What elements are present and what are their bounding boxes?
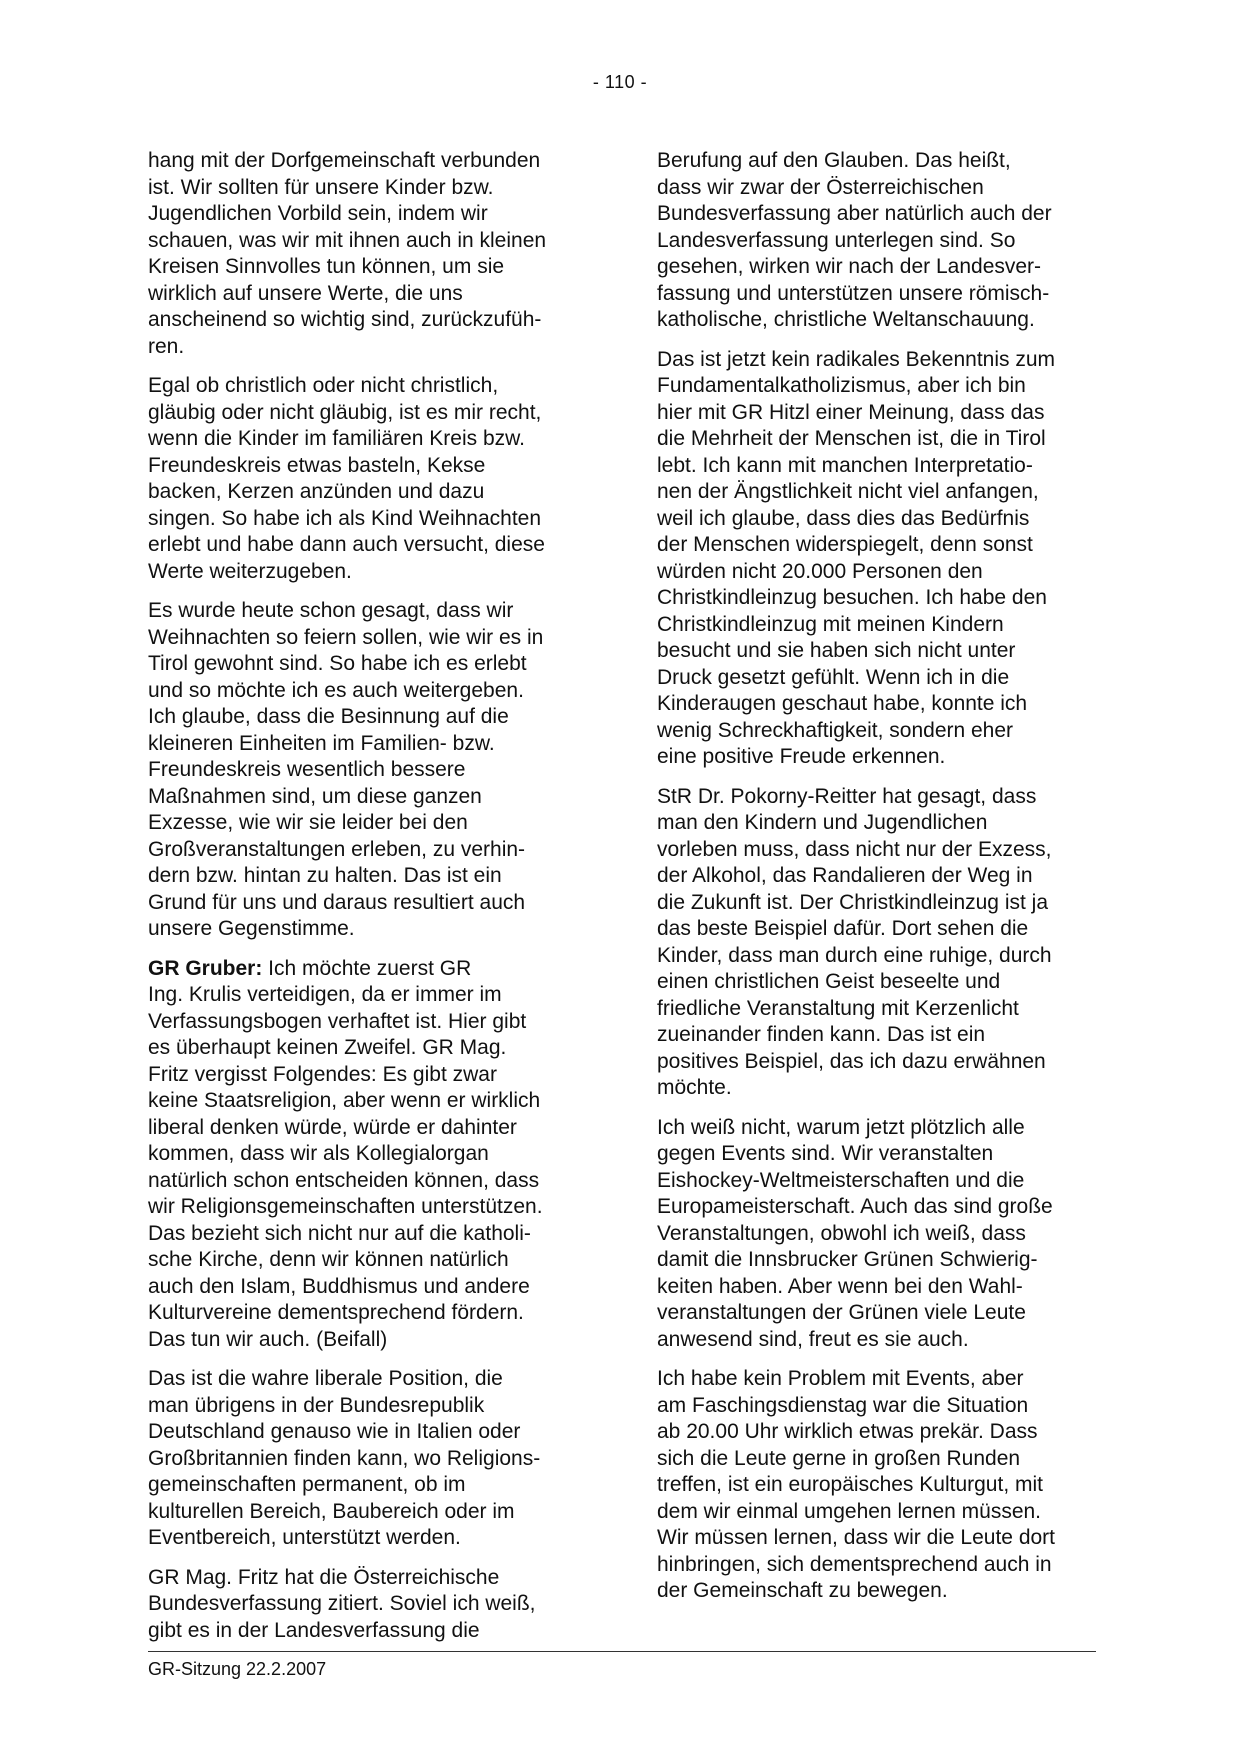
page-number: - 110 - <box>592 72 648 92</box>
speaker-name: GR Gruber: <box>148 956 263 980</box>
paragraph: GR Mag. Fritz hat die Österreichische Bundesverfassung zitiert. Soviel ich weiß, gibt es in der Landesverfassung die <box>148 1565 536 1642</box>
paragraph: Das ist jetzt kein radikales Bekenntnis zum Fundamentalkatholizismus, aber ich bin hier mit GR Hitzl einer Meinung, dass das die Mehrheit der Menschen ist, die in Tirol lebt. Ich kann mit manchen Interpretatio- nen der Ängstlichkeit nicht viel anfangen, weil ich glaube, dass dies das Bedürfnis der Menschen widerspiegelt, denn sonst würden nicht 20.000 Personen den Christkindleinzug besuchen. Ich habe den Christkindleinzug mit meinen Kindern besucht und sie haben sich nicht unter Druck gesetzt gefühlt. Wenn ich in die Kinderaugen geschaut habe, konnte ich wenig Schreckhaftigkeit, sondern eher eine positive Freude erkennen. <box>657 347 1056 768</box>
paragraph: Egal ob christlich oder nicht christlich, gläubig oder nicht gläubig, ist es mir recht, wenn die Kinder im familiären Kreis bzw. Freundeskreis etwas basteln, Kekse backen, Kerzen anzünden und dazu singen. So habe ich als Kind Weihnachten erlebt und habe dann auch versucht, diese Werte weiterzugeben. <box>148 374 545 583</box>
speech-paragraph <box>148 956 594 1354</box>
paragraph: StR Dr. Pokorny-Reitter hat gesagt, dass man den Kindern und Jugendlichen vorleben muss, dass nicht nur der Exzess, der Alkohol, das Randalieren der Weg in die Zukunft ist. Der Christkindleinzug ist ja das beste Beispiel dafür. Dort sehen die Kinder, dass man durch eine ruhige, durch einen christlichen Geist beseelte und friedliche Veranstaltung mit Kerzenlicht zueinander finden kann. Das ist ein positives Beispiel, das ich dazu erwähnen möchte. <box>657 784 1052 1099</box>
footer-divider <box>148 1651 1096 1652</box>
paragraph: Ich weiß nicht, warum jetzt plötzlich alle gegen Events sind. Wir veranstalten Eishockey-Weltmeisterschaften und die Europameisterschaft. Auch das sind große Veranstaltungen, obwohl ich weiß, dass damit die Innsbrucker Grünen Schwierig- keiten haben. Aber wenn bei den Wahl- veranstaltungen der Grünen viele Leute anwesend sind, freut es sie auch. <box>657 1115 1053 1351</box>
paragraph: Ich habe kein Problem mit Events, aber am Faschingsdienstag war die Situation ab 20.00 Uhr wirklich etwas prekär. Dass sich die Leute gerne in großen Runden treffen, ist ein europäisches Kulturgut, mit dem wir einmal umgehen lernen müssen. Wir müssen lernen, dass wir die Leute dort hinbringen, sich dementsprechend auch in der Gemeinschaft zu bewegen. <box>657 1367 1056 1602</box>
footer-text: GR-Sitzung 22.2.2007 <box>148 1659 327 1679</box>
right-column <box>657 148 1103 1618</box>
paragraph: Es wurde heute schon gesagt, dass wir Weihnachten so feiern sollen, wie wir es in Tirol gewohnt sind. So habe ich es erlebt und so möchte ich es auch weitergeben. Ich glaube, dass die Besinnung auf die kleineren Einheiten im Familien- bzw. Freundeskreis wesentlich bessere Maßnahmen sind, um diese ganzen Exzesse, wie wir sie leider bei den Großveranstaltungen erleben, zu verhin- dern bzw. hintan zu halten. Das ist ein Grund für uns und daraus resultiert auch unsere Gegenstimme. <box>148 599 544 940</box>
paragraph: hang mit der Dorfgemeinschaft verbunden ist. Wir sollten für unsere Kinder bzw. Jugendlichen Vorbild sein, indem wir schauen, was wir mit ihnen auch in kleinen Kreisen Sinnvolles tun können, um sie wirklich auf unsere Werte, die uns anscheinend so wichtig sind, zurückzufüh- ren. <box>148 149 547 358</box>
left-column <box>148 148 594 1657</box>
paragraph: Das ist die wahre liberale Position, die man übrigens in der Bundesrepublik Deutschland genauso wie in Italien oder Großbritannien finden kann, wo Religions- gemeinschaften permanent, ob im kulturellen Bereich, Baubereich oder im Eventbereich, unterstützt werden. <box>148 1367 541 1549</box>
speech-text: Ich möchte zuerst GR Ing. Krulis verteidigen, da er immer im Verfassungsbogen verhaftet ist. Hier gibt es überhaupt keinen Zweifel. GR Mag. Fritz vergisst Folgendes: Es gibt zwar keine Staatsreligion, aber wenn er wirklich liberal denken würde, würde er dahinter kommen, dass wir als Kollegialorgan natürlich schon entscheiden können, dass wir Religionsgemeinschaften unterstützen. Das bezieht sich nicht nur auf die katholi- sche Kirche, denn wir können natürlich auch den Islam, Buddhismus und andere Kulturvereine dementsprechend fördern. Das tun wir auch. (Beifall) <box>148 956 543 1351</box>
paragraph: Berufung auf den Glauben. Das heißt, dass wir zwar der Österreichischen Bundesverfassung aber natürlich auch der Landesverfassung unterlegen sind. So gesehen, wirken wir nach der Landesver- fassung und unterstützen unsere römisch- katholische, christliche Weltanschauung. <box>657 149 1052 331</box>
